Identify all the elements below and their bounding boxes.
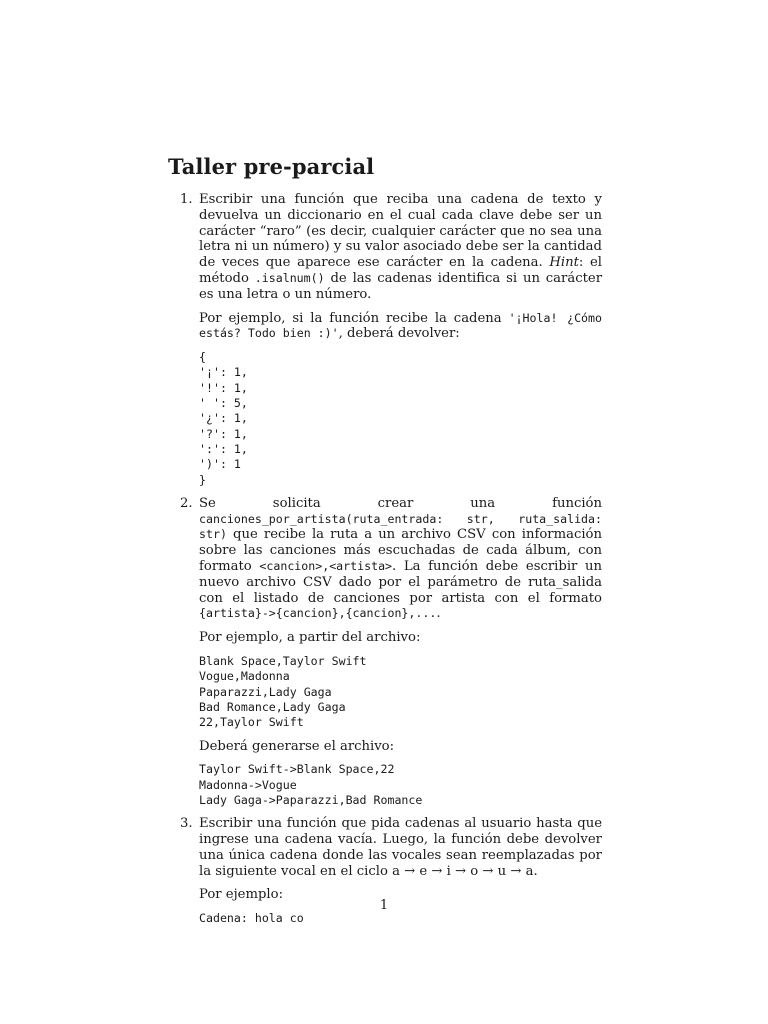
statement-text: Se solicita crear una función (199, 495, 602, 511)
statement-text: que recibe la ruta a un archivo CSV con información sobre las canciones más escuchadas de cada álbum, con formato (199, 527, 602, 575)
inline-code: <cancion>,<artista> (259, 559, 393, 574)
example-text: Por ejemplo, si la función recibe la cadena (199, 310, 509, 326)
exercise-number: 3. (180, 816, 193, 832)
exercise-statement (199, 192, 602, 303)
hint-label: Hint (549, 255, 579, 271)
code-block-input-file: Blank Space,Taylor Swift Vogue,Madonna Paparazzi,Lady Gaga Bad Romance,Lady Gaga 22,Taylor Swift (199, 654, 367, 730)
inline-code: '¡Hola! ¿Cómo estás? Todo bien :)' (199, 310, 603, 341)
example-intro: Por ejemplo: (199, 887, 284, 903)
inline-code: .isalnum() (254, 270, 325, 285)
exercise-number: 1. (180, 192, 193, 207)
statement-text: de las cadenas identifica si un carácter es una letra o un número. (199, 270, 602, 302)
example-intro (199, 311, 602, 343)
statement-text: : el método (199, 255, 602, 286)
page-number: 1 (379, 898, 389, 913)
statement-text: . La función debe escribir un nuevo archivo CSV dado por el parámetro de ruta_salida con el listado de canciones por artista con el formato (199, 559, 602, 606)
inline-code: {artista}->{cancion},{cancion},... (199, 606, 437, 621)
code-block-output: { '¡': 1, '!': 1, ' ': 5, '¿': 1, '?': 1, ':': 1, ')': 1 } (199, 350, 248, 487)
code-block-example: Cadena: hola co (199, 911, 304, 926)
page-title: Taller pre-parcial (168, 154, 375, 179)
exercise-item-2 (170, 496, 602, 808)
exercise-statement: Escribir una función que pida cadenas al usuario hasta que ingrese una cadena vacía. Luego, la función debe devolver una única cadena donde las vocales sean reemplazadas por la siguiente vocal en el ciclo a → e → i → o → u → a. (199, 816, 602, 879)
exercise-list (170, 192, 602, 934)
code-block-output-file: Taylor Swift->Blank Space,22 Madonna->Vogue Lady Gaga->Paparazzi,Bad Romance (199, 762, 423, 807)
exercise-number: 2. (180, 495, 193, 511)
statement-text: . (436, 606, 441, 622)
inline-code: canciones_por_artista(ruta_entrada: str, ruta_salida: str) (199, 511, 602, 542)
statement-text: Escribir una función que reciba una cadena de texto y devuelva un diccionario en el cual cada clave debe ser un carácter “raro” (es decir, cualquier carácter que no sea una letra ni un número) y su valor asociado debe ser la cantidad de veces que aparece ese carácter en la cadena. (199, 192, 602, 271)
exercise-item-1 (170, 192, 602, 488)
example-intro: Deberá generarse el archivo: (199, 738, 395, 754)
exercise-statement (199, 496, 602, 622)
example-text: , deberá devolver: (338, 326, 460, 342)
example-intro: Por ejemplo, a partir del archivo: (199, 630, 421, 646)
